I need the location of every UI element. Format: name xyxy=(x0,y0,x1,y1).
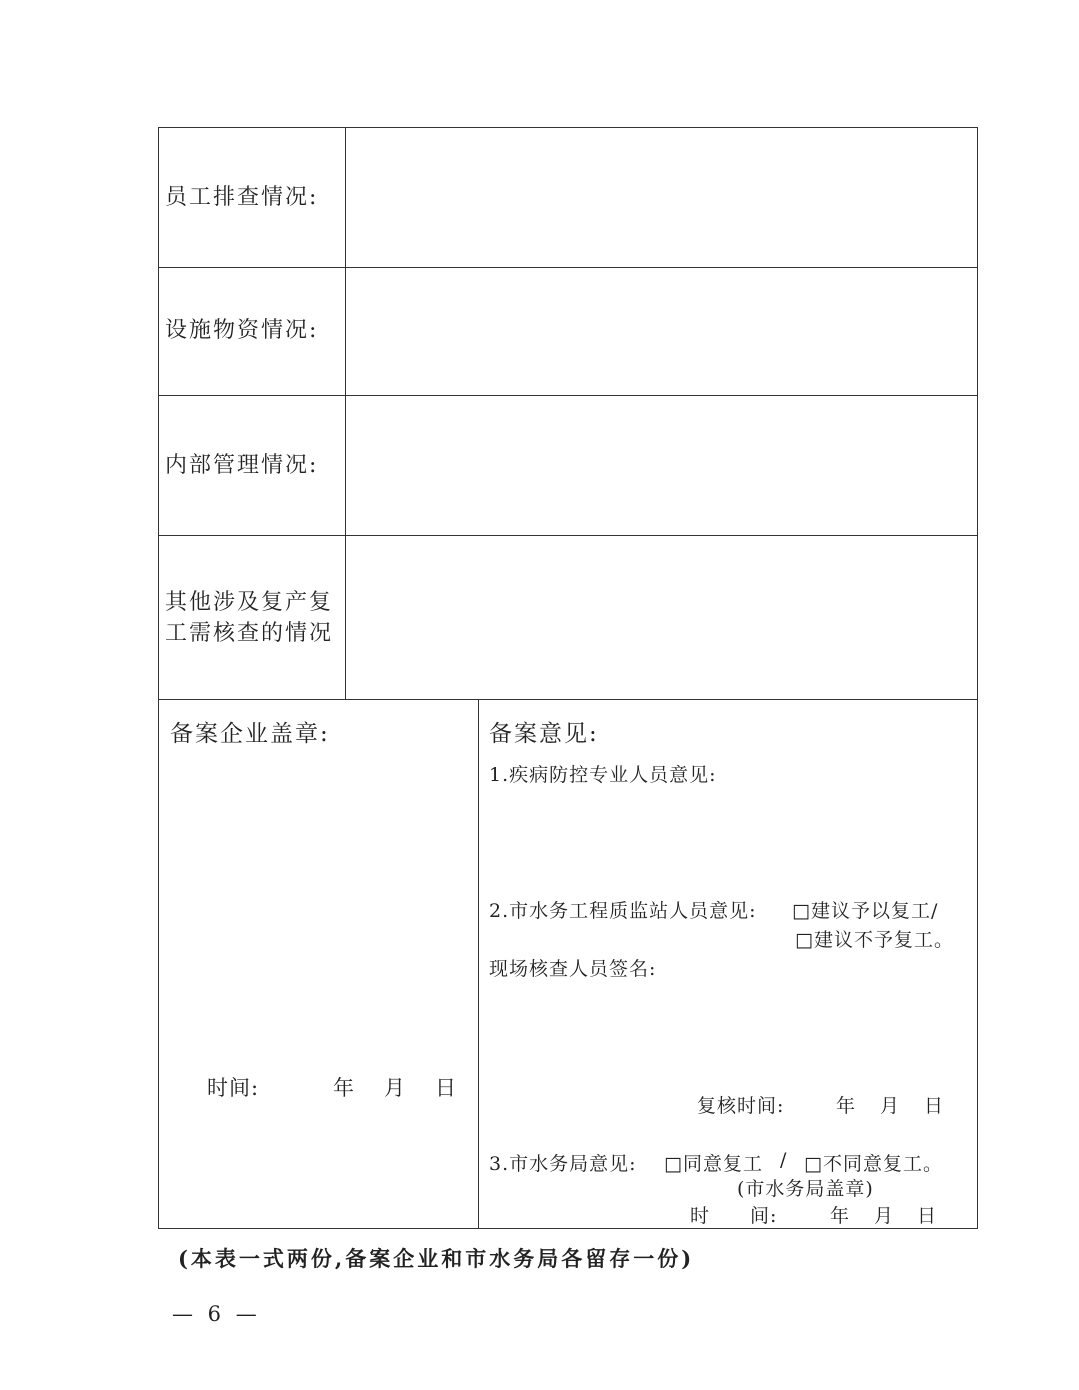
option-recommend-resume[interactable]: □建议予以复工/ xyxy=(792,900,939,922)
facilities-supplies-field[interactable] xyxy=(346,268,977,395)
review-date-year: 年 xyxy=(836,1095,857,1117)
company-date-month: 月 xyxy=(384,1076,406,1100)
quality-station-opinion-label: 2.市水务工程质监站人员意见: xyxy=(489,900,757,922)
water-bureau-date-year: 年 xyxy=(830,1205,851,1227)
company-seal-title: 备案企业盖章: xyxy=(170,721,330,747)
row-label-facilities-supplies: 设施物资情况: xyxy=(165,318,319,343)
other-checks-field[interactable] xyxy=(346,536,977,699)
water-bureau-opinion-label: 3.市水务局意见: xyxy=(489,1153,637,1175)
onsite-inspector-signature-label: 现场核查人员签名: xyxy=(489,958,657,980)
option-disagree-resume[interactable]: □不同意复工。 xyxy=(804,1153,943,1175)
filing-opinion-title: 备案意见: xyxy=(489,721,599,747)
staff-screening-field[interactable] xyxy=(346,128,977,267)
row-label-internal-management: 内部管理情况: xyxy=(165,453,319,478)
company-seal-area[interactable] xyxy=(159,750,477,1050)
review-date-month: 月 xyxy=(880,1095,901,1117)
review-date-day: 日 xyxy=(924,1095,945,1117)
water-bureau-date-month: 月 xyxy=(874,1205,895,1227)
bottom-column-divider xyxy=(478,699,479,1229)
water-bureau-date-day: 日 xyxy=(917,1205,938,1227)
water-bureau-seal-note: (市水务局盖章) xyxy=(737,1178,874,1200)
option-agree-resume[interactable]: □同意复工 xyxy=(664,1153,763,1175)
company-time-label: 时间: xyxy=(207,1076,260,1100)
option-recommend-not-resume[interactable]: □建议不予复工。 xyxy=(795,929,954,951)
company-date-year: 年 xyxy=(333,1076,355,1100)
row-divider xyxy=(158,699,978,700)
row-label-other-checks-line1: 其他涉及复产复 xyxy=(165,590,334,615)
page-number: — 6 — xyxy=(172,1302,261,1326)
row-label-staff-screening: 员工排查情况: xyxy=(165,185,319,210)
disease-control-opinion-label: 1.疾病防控专业人员意见: xyxy=(489,764,717,786)
water-bureau-time-label: 时 间: xyxy=(690,1205,778,1227)
review-time-label: 复核时间: xyxy=(697,1095,785,1117)
row-label-other-checks-line2: 工需核查的情况 xyxy=(165,621,334,646)
form-footer-note: (本表一式两份,备案企业和市水务局各留存一份) xyxy=(178,1246,695,1271)
option-separator: / xyxy=(780,1149,788,1171)
company-date-day: 日 xyxy=(435,1076,457,1100)
internal-management-field[interactable] xyxy=(346,396,977,535)
